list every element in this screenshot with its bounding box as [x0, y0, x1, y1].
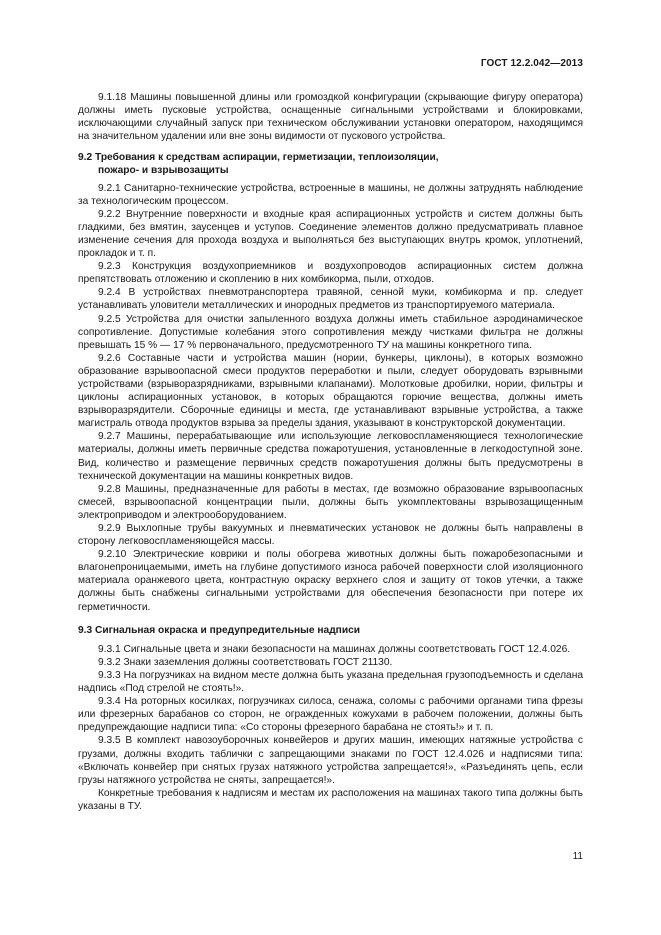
- paragraph-9-1-18: 9.1.18 Машины повышенной длины или громоздкой конфигурации (скрывающие фигуру оператора) должны иметь пусковые устройства, оснащенные сигнальными устройствами и блокировками, исключающими случайный запуск при техническом обслуживании установки оператором, находящимся на значительном удалении или вне зоны видимости от пускового устройства.: [78, 92, 583, 143]
- paragraph-9-3-final: Конкретные требования к надписям и местам их расположения на машинах такого типа должны быть указаны в ТУ.: [78, 787, 583, 812]
- document-body: [78, 91, 583, 813]
- section-heading-9-2: [78, 151, 583, 177]
- paragraph-9-2-9: 9.2.9 Выхлопные трубы вакуумных и пневматических установок не должны быть направлены в сторону легковоспламеняющейся массы.: [78, 523, 583, 548]
- paragraph-9-2-5: 9.2.5 Устройства для очистки запыленного воздуха должны иметь стабильное аэродинамическое сопротивление. Допустимые колебания этого сопротивления между чистками фильтра не должны превышать 15 % — 17 % первоначального, предусмотренного ТУ на машины конкретного типа.: [78, 313, 583, 351]
- section-heading-9-3-line1: 9.3 Сигнальная окраска и предупредительные надписи: [78, 624, 361, 636]
- paragraph-9-2-4: 9.2.4 В устройствах пневмотранспортера травяной, сенной муки, комбикорма и пр. следует устанавливать уловители металлических и инородных предметов из транспортируемого материала.: [78, 287, 583, 312]
- page-number: 11: [572, 851, 583, 862]
- paragraph-9-2-8: 9.2.8 Машины, предназначенные для работы в местах, где возможно образование взрывоопасных смесей, взрывоопасной концентрации пыли, должны быть укомплектованы взрывозащищенным электроприводом и электрооборудованием.: [78, 483, 583, 521]
- standard-number: ГОСТ 12.2.042—2013: [480, 58, 583, 69]
- paragraph-9-2-10: 9.2.10 Электрические коврики и полы обогрева животных должны быть пожаробезопасными и влагонепроницаемыми, иметь на глубине допустимого износа рабочей поверхности слой изоляционного материала оранжевого цвета, контрастную окраску верхнего слоя и защиту от токов утечки, а также должны быть снабжены сигнальными устройствами для обеспечения безопасности при потере их герметичности.: [78, 549, 583, 613]
- paragraph-9-3-3: 9.3.3 На погрузчиках на видном месте должна быть указана предельная грузоподъемность и сделана надпись «Под стрелой не стоять!».: [78, 669, 583, 695]
- paragraph-9-2-7: 9.2.7 Машины, перерабатывающие или использующие легковоспламеняющиеся технологические материалы, должны иметь первичные средства пожаротушения, установленные в легкодоступной зоне. Вид, количество и размещение первичных средств пожаротушения должны быть предусмотрены в технической документации на машины конкретных видов.: [78, 431, 583, 482]
- section-heading-9-3: [78, 624, 583, 637]
- section-heading-9-2-line1: 9.2 Требования к средствам аспирации, герметизации, теплоизоляции,: [78, 152, 439, 164]
- paragraph-9-2-1: 9.2.1 Санитарно-технические устройства, встроенные в машины, не должны затруднять наблюдение за технологическим процессом.: [78, 182, 583, 207]
- paragraph-9-2-3: 9.2.3 Конструкция воздухоприемников и воздухопроводов аспирационных систем должна препятствовать отложению и скоплению в них комбикорма, пыли, отходов.: [78, 261, 583, 286]
- paragraph-9-3-4: 9.3.4 На роторных косилках, погрузчиках силоса, сенажа, соломы с рабочими органами типа фрезы или фрезерных барабанов со сторон, не огражденных кожухами в рабочем положении, должны быть предупреждающие надписи типа: «Со стороны фрезерного барабана не стоять!» и т. п.: [78, 696, 583, 734]
- paragraph-9-3-5: 9.3.5 В комплект навозоуборочных конвейеров и других машин, имеющих натяжные устройства с грузами, должны входить таблички с запрещающими знаками по ГОСТ 12.4.026 и надписями типа: «Включать конвейер при снятых грузах натяжного устройства запрещается!», «Разъединять цепь, если грузы натяжного устройства не сняты, запрещается!».: [78, 735, 583, 786]
- section-heading-9-2-line2: пожаро- и взрывозащиты: [98, 165, 229, 177]
- paragraph-9-2-2: 9.2.2 Внутренние поверхности и входные края аспирационных устройств и систем должны быть гладкими, без вмятин, заусенцев и уступов. Соединение элементов должно предусматривать плавное изменение сечения для прохода воздуха и выполняться без выступающих внутрь кромок, уплотнений, прокладок и т. п.: [78, 208, 583, 260]
- paragraph-9-3-1: 9.3.1 Сигнальные цвета и знаки безопасности на машинах должны соответствовать ГОСТ 12.4.026.: [98, 643, 571, 655]
- paragraph-9-2-6: 9.2.6 Составные части и устройства машин (нории, бункеры, циклоны), в которых возможно образование взрывоопасной смеси продуктов переработки и пыли, следует оборудовать взрывными устройствами (взрыворазрядниками, взрывными клапанами). Молотковые дробилки, нории, фильтры и циклоны аспирационных установок, в которых обращаются горючие вещества, должны иметь взрыворазрядители. Сборочные единицы и места, где устанавливают взрывные устройства, а также магистраль отвода продуктов взрыва за пределы здания, указывают в конструкторской документации.: [78, 352, 583, 430]
- paragraph-9-3-2: 9.3.2 Знаки заземления должны соответствовать ГОСТ 21130.: [98, 656, 393, 668]
